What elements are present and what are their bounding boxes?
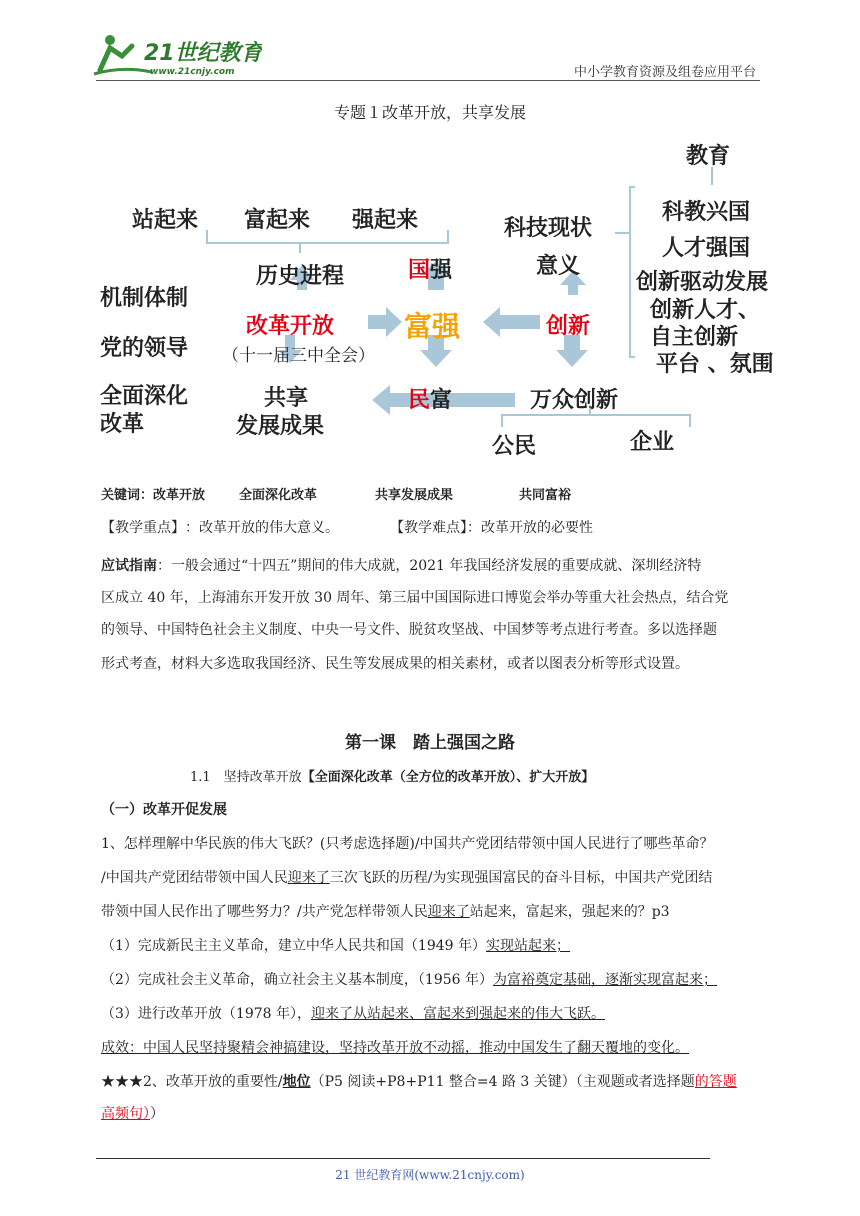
footer-link[interactable]: 21 世纪教育网(www.21cnjy.com) — [335, 1168, 525, 1182]
node-science-education: 科教兴国 — [662, 200, 751, 225]
keyword-item: 共享发展成果 — [375, 488, 454, 503]
keyword-item: 全面深化改革 — [239, 488, 318, 503]
keyword-item: 改革开放 — [153, 488, 206, 503]
key-point-label: 【教学重点】 — [101, 520, 185, 536]
mind-map — [90, 135, 810, 465]
guide-line-2: 区成立 40 年，上海浦东开发开放 30 周年、第三届中国国际进口博览会举办等重大社会热点，结合党 — [101, 590, 729, 606]
q1-line-1: 1、怎样理解中华民族的伟大飞跃？(只考虑选择题)/中国共产党团结带领中国人民进行了哪些革命？ — [101, 836, 714, 852]
q1-result: 成效：中国人民坚持聚精会神搞建设，坚持改革开放不动摇，推动中国发生了翻天覆地的变化。 — [101, 1040, 689, 1056]
node-reform-word: 改革 — [100, 412, 145, 437]
node-innovation-driven: 创新驱动发展 — [636, 270, 769, 295]
node-education: 教育 — [686, 144, 731, 169]
node-reform-opening: 改革开放 — [246, 314, 335, 339]
node-self-innovation: 自主创新 — [650, 325, 739, 350]
keyword-item: 共同富裕 — [519, 488, 572, 503]
node-mass-innovation: 万众创新 — [530, 388, 619, 413]
node-deepen: 全面深化 — [100, 384, 189, 409]
node-get-rich: 富起来 — [244, 208, 311, 233]
difficult-point-text: ：改革开放的必要性 — [467, 520, 593, 536]
node-party-leadership: 党的领导 — [100, 336, 189, 361]
page-title: 专题１改革开放，共享发展 — [333, 103, 526, 122]
star-icons: ★★★ — [101, 1074, 143, 1090]
section-heading: （一）改革开促发展 — [101, 802, 227, 818]
node-enterprise: 企业 — [630, 430, 675, 455]
node-talent: 人才强国 — [662, 236, 751, 261]
q2-line-2: 高频句）） — [101, 1106, 164, 1122]
platform-name: 中小学教育资源及组卷应用平台 — [573, 65, 756, 80]
footer-divider — [96, 1158, 710, 1159]
lesson-title: 第一课 踏上强国之路 — [345, 733, 515, 753]
focus-line — [101, 518, 593, 538]
node-stand-up: 站起来 — [132, 208, 199, 233]
keywords-line — [101, 486, 571, 506]
q1-item-2: （2）完成社会主义革命，确立社会主义基本制度，（1956 年）为富裕奠定基础，逐渐实现富起来； — [101, 972, 717, 988]
site-logo — [92, 30, 262, 80]
logo-url: www.21cnjy.com — [150, 67, 235, 77]
node-citizen: 公民 — [492, 434, 537, 459]
node-tech-status: 科技现状 — [504, 216, 593, 241]
guide-line-4: 形式考查，材料大多选取我国经济、民生等发展成果的相关素材，或者以图表分析等形式设置。 — [101, 656, 689, 672]
node-get-strong: 强起来 — [352, 208, 419, 233]
node-platform: 平台 、氛围 — [656, 352, 774, 377]
q1-line-3: 带领中国人民作出了哪些努力？/共产党怎样带领人民迎来了站起来，富起来，强起来的？p3 — [101, 904, 670, 920]
guide-line-1: 应试指南：一般会通过“十四五”期间的伟大成就，2021 年我国经济发展的重要成就、深圳经济特 — [101, 558, 702, 574]
guide-label: 应试指南 — [101, 558, 157, 574]
node-innovative-talent: 创新人才、 — [650, 298, 761, 323]
node-fuqiang: 富强 — [404, 310, 461, 343]
guide-line-3: 的领导、中国特色社会主义制度、中央一号文件、脱贫攻坚战、中国梦等考点进行考查。多以选择题 — [101, 622, 717, 638]
keywords-label: 关键词： — [101, 488, 154, 503]
node-share: 共享 — [264, 386, 309, 411]
node-min: 民 — [408, 388, 431, 413]
lesson-subtitle: 1.1 坚持改革开放【全面深化改革（全方位的改革开放）、扩大开放】 — [190, 770, 595, 785]
q1-item-3: （3）进行改革开放（1978 年），迎来了从站起来、富起来到强起来的伟大飞跃。 — [101, 1006, 605, 1022]
key-point-text: ：改革开放的伟大意义。 — [185, 520, 339, 536]
node-mechanism: 机制体制 — [100, 286, 189, 311]
node-guo: 国 — [408, 258, 431, 283]
node-innovation: 创新 — [546, 314, 591, 339]
node-significance: 意义 — [536, 254, 581, 279]
q2-line-1: ★★★2、改革开放的重要性/地位（P5 阅读+P8+P11 整合=4 路 3 关键）（主观题或者选择题的答题 — [101, 1074, 737, 1090]
node-fu: 富 — [430, 388, 453, 413]
difficult-point-label: 【教学难点】 — [390, 520, 467, 536]
q1-item-1: （1）完成新民主主义革命，建立中华人民共和国（1949 年）实现站起来； — [101, 938, 570, 954]
node-history: 历史进程 — [256, 264, 345, 289]
node-share-results: 发展成果 — [236, 414, 325, 439]
logo-text: 21世纪教育 — [144, 41, 262, 66]
node-plenum: （十一届三中全会） — [222, 346, 375, 366]
node-qiang: 强 — [430, 258, 453, 283]
q1-line-2: /中国共产党团结带领中国人民迎来了三次飞跃的历程/为实现强国富民的奋斗目标，中国共产党团结 — [101, 870, 713, 886]
header-divider — [96, 80, 760, 81]
